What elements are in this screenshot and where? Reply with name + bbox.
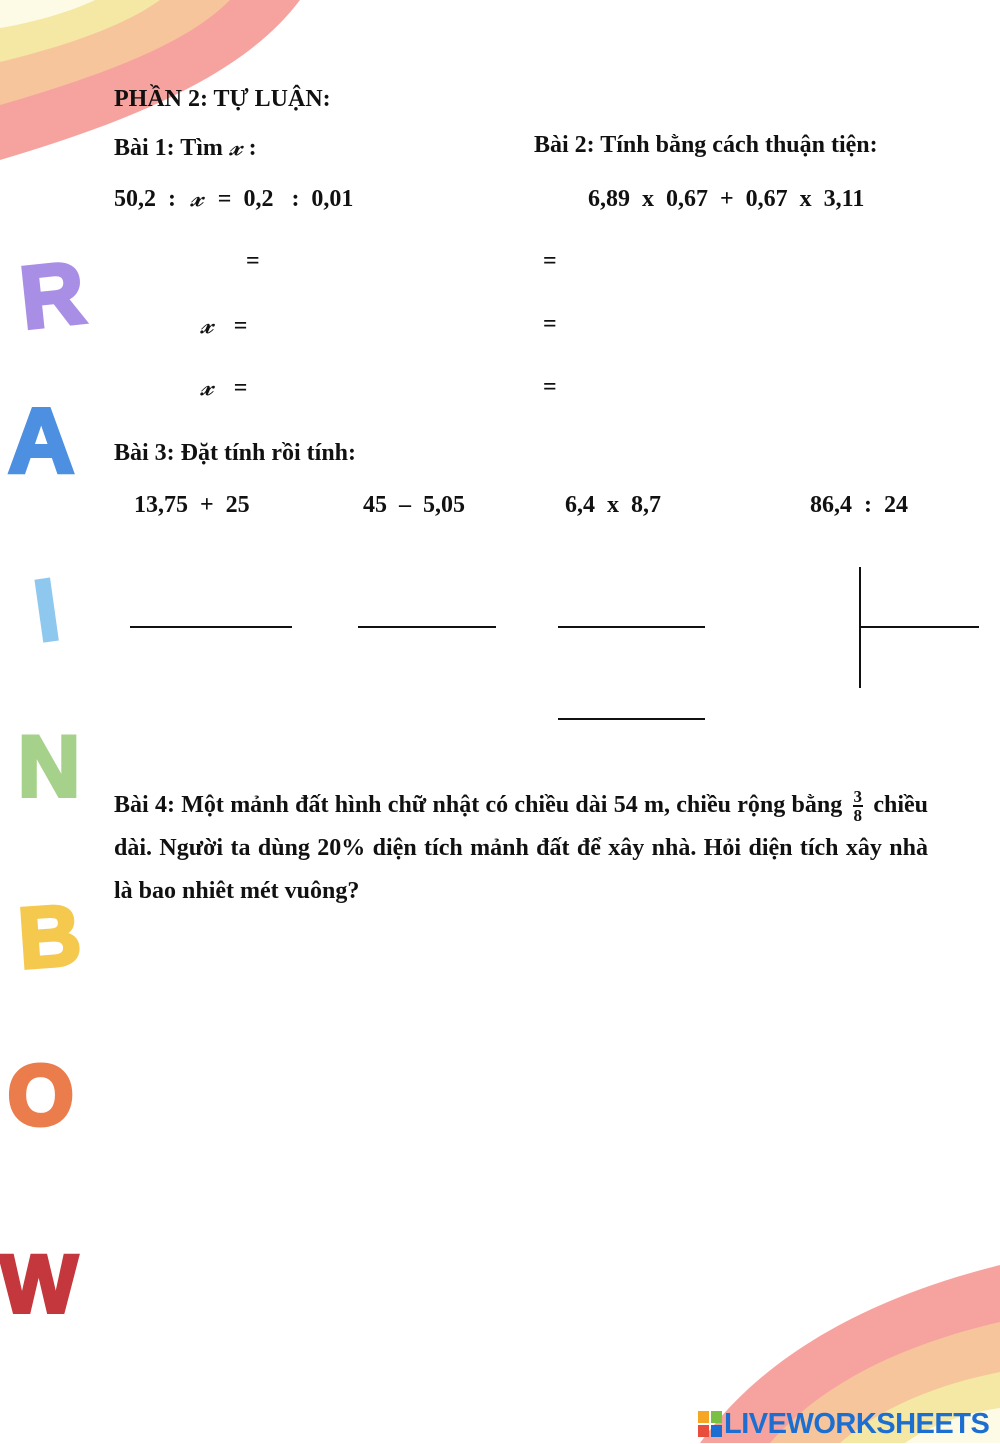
calc-line-multiplication-1 bbox=[558, 626, 705, 628]
side-letter: R bbox=[15, 242, 90, 348]
rainbow-letters bbox=[0, 0, 120, 1443]
bai4-text-part2: chiều dài. Người ta dùng 20% diện tích mảnh đất để xây nhà. Hỏi diện tích xây nhà là bao nhiêt mét vuông? bbox=[114, 792, 928, 904]
liveworksheets-logo-text: LIVEWORKSHEETS bbox=[724, 1407, 990, 1440]
bai3-problem-2: 45 – 5,05 bbox=[363, 492, 465, 518]
bai3-problem-1: 13,75 + 25 bbox=[134, 492, 250, 518]
liveworksheets-logo bbox=[698, 1404, 989, 1444]
fraction-denominator: 8 bbox=[853, 806, 863, 826]
calc-line-multiplication-2 bbox=[558, 718, 705, 720]
bai1-line4-eq: = bbox=[233, 375, 248, 401]
bai4-text-part1: Bài 4: Một mảnh đất hình chữ nhật có chiều dài 54 m, chiều rộng bằng bbox=[114, 792, 843, 818]
bai1-line4 bbox=[200, 372, 247, 403]
bai2-eq-2: = bbox=[543, 311, 557, 337]
side-letter: W bbox=[0, 1239, 78, 1330]
bai2-title: Bài 2: Tính bằng cách thuận tiện: bbox=[534, 132, 878, 158]
bai1-colon: : bbox=[248, 135, 257, 161]
x-variable: 𝔁 bbox=[228, 132, 243, 162]
bai4-paragraph bbox=[114, 784, 928, 913]
fraction-three-eighths bbox=[853, 788, 864, 824]
calc-line-subtraction bbox=[358, 626, 496, 628]
liveworksheets-logo-icon bbox=[698, 1411, 722, 1437]
x-variable: 𝔁 bbox=[200, 372, 214, 402]
side-letter: A bbox=[8, 390, 75, 492]
bai3-title: Bài 3: Đặt tính rồi tính: bbox=[114, 440, 357, 466]
bai1-line3-eq: = bbox=[233, 313, 248, 339]
bai3-problem-4: 86,4 : 24 bbox=[810, 492, 908, 518]
bai1-line1-left: 50,2 : bbox=[114, 186, 176, 212]
x-variable: 𝔁 bbox=[200, 310, 214, 340]
bai1-line1 bbox=[114, 183, 353, 214]
side-letter: N bbox=[18, 719, 81, 815]
x-variable: 𝔁 bbox=[190, 183, 204, 213]
side-letter: O bbox=[8, 1048, 74, 1142]
division-horizontal-line bbox=[859, 626, 979, 628]
bai1-line2-eq: = bbox=[246, 248, 260, 274]
bai1-line1-right: = 0,2 : 0,01 bbox=[217, 186, 354, 212]
bai1-title bbox=[114, 132, 257, 163]
bai2-eq-3: = bbox=[543, 374, 557, 400]
fraction-numerator: 3 bbox=[853, 787, 863, 807]
bai3-problem-3: 6,4 x 8,7 bbox=[565, 492, 661, 518]
side-letter: B bbox=[15, 886, 84, 988]
side-letter: I bbox=[27, 559, 66, 661]
bai1-title-text: Bài 1: Tìm bbox=[114, 135, 223, 161]
section-title: PHẦN 2: TỰ LUẬN: bbox=[114, 86, 331, 112]
calc-line-addition bbox=[130, 626, 292, 628]
bai2-eq-1: = bbox=[543, 248, 557, 274]
bai2-expression: 6,89 x 0,67 + 0,67 x 3,11 bbox=[588, 186, 865, 212]
bai1-line3 bbox=[200, 310, 247, 341]
